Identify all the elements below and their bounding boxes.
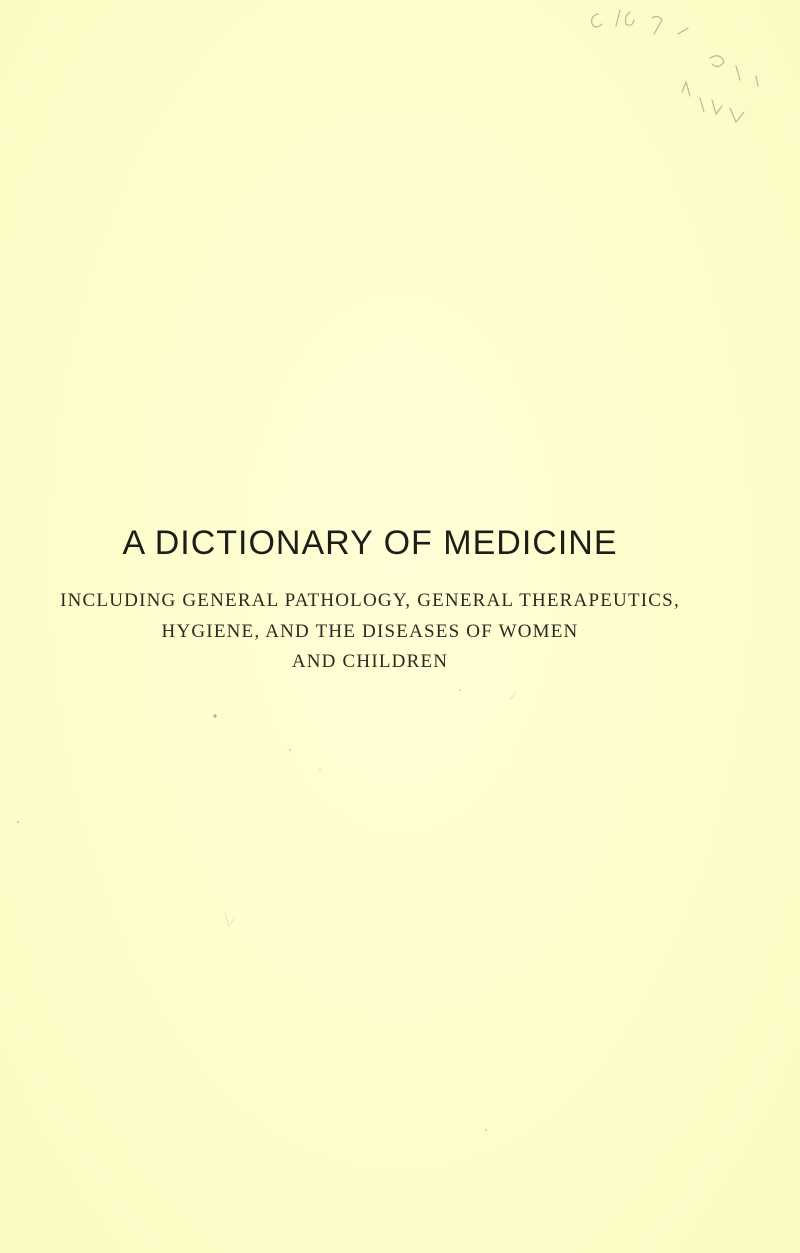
- subtitle-line-1: INCLUDING GENERAL PATHOLOGY, GENERAL THERAPEUTICS,: [60, 590, 680, 611]
- book-title: A DICTIONARY OF MEDICINE: [122, 524, 618, 562]
- subtitle-line-2: HYGIENE, AND THE DISEASES OF WOMEN: [161, 621, 579, 642]
- subtitle-line-3: AND CHILDREN: [291, 651, 449, 672]
- pencil-annotation: [560, 0, 800, 170]
